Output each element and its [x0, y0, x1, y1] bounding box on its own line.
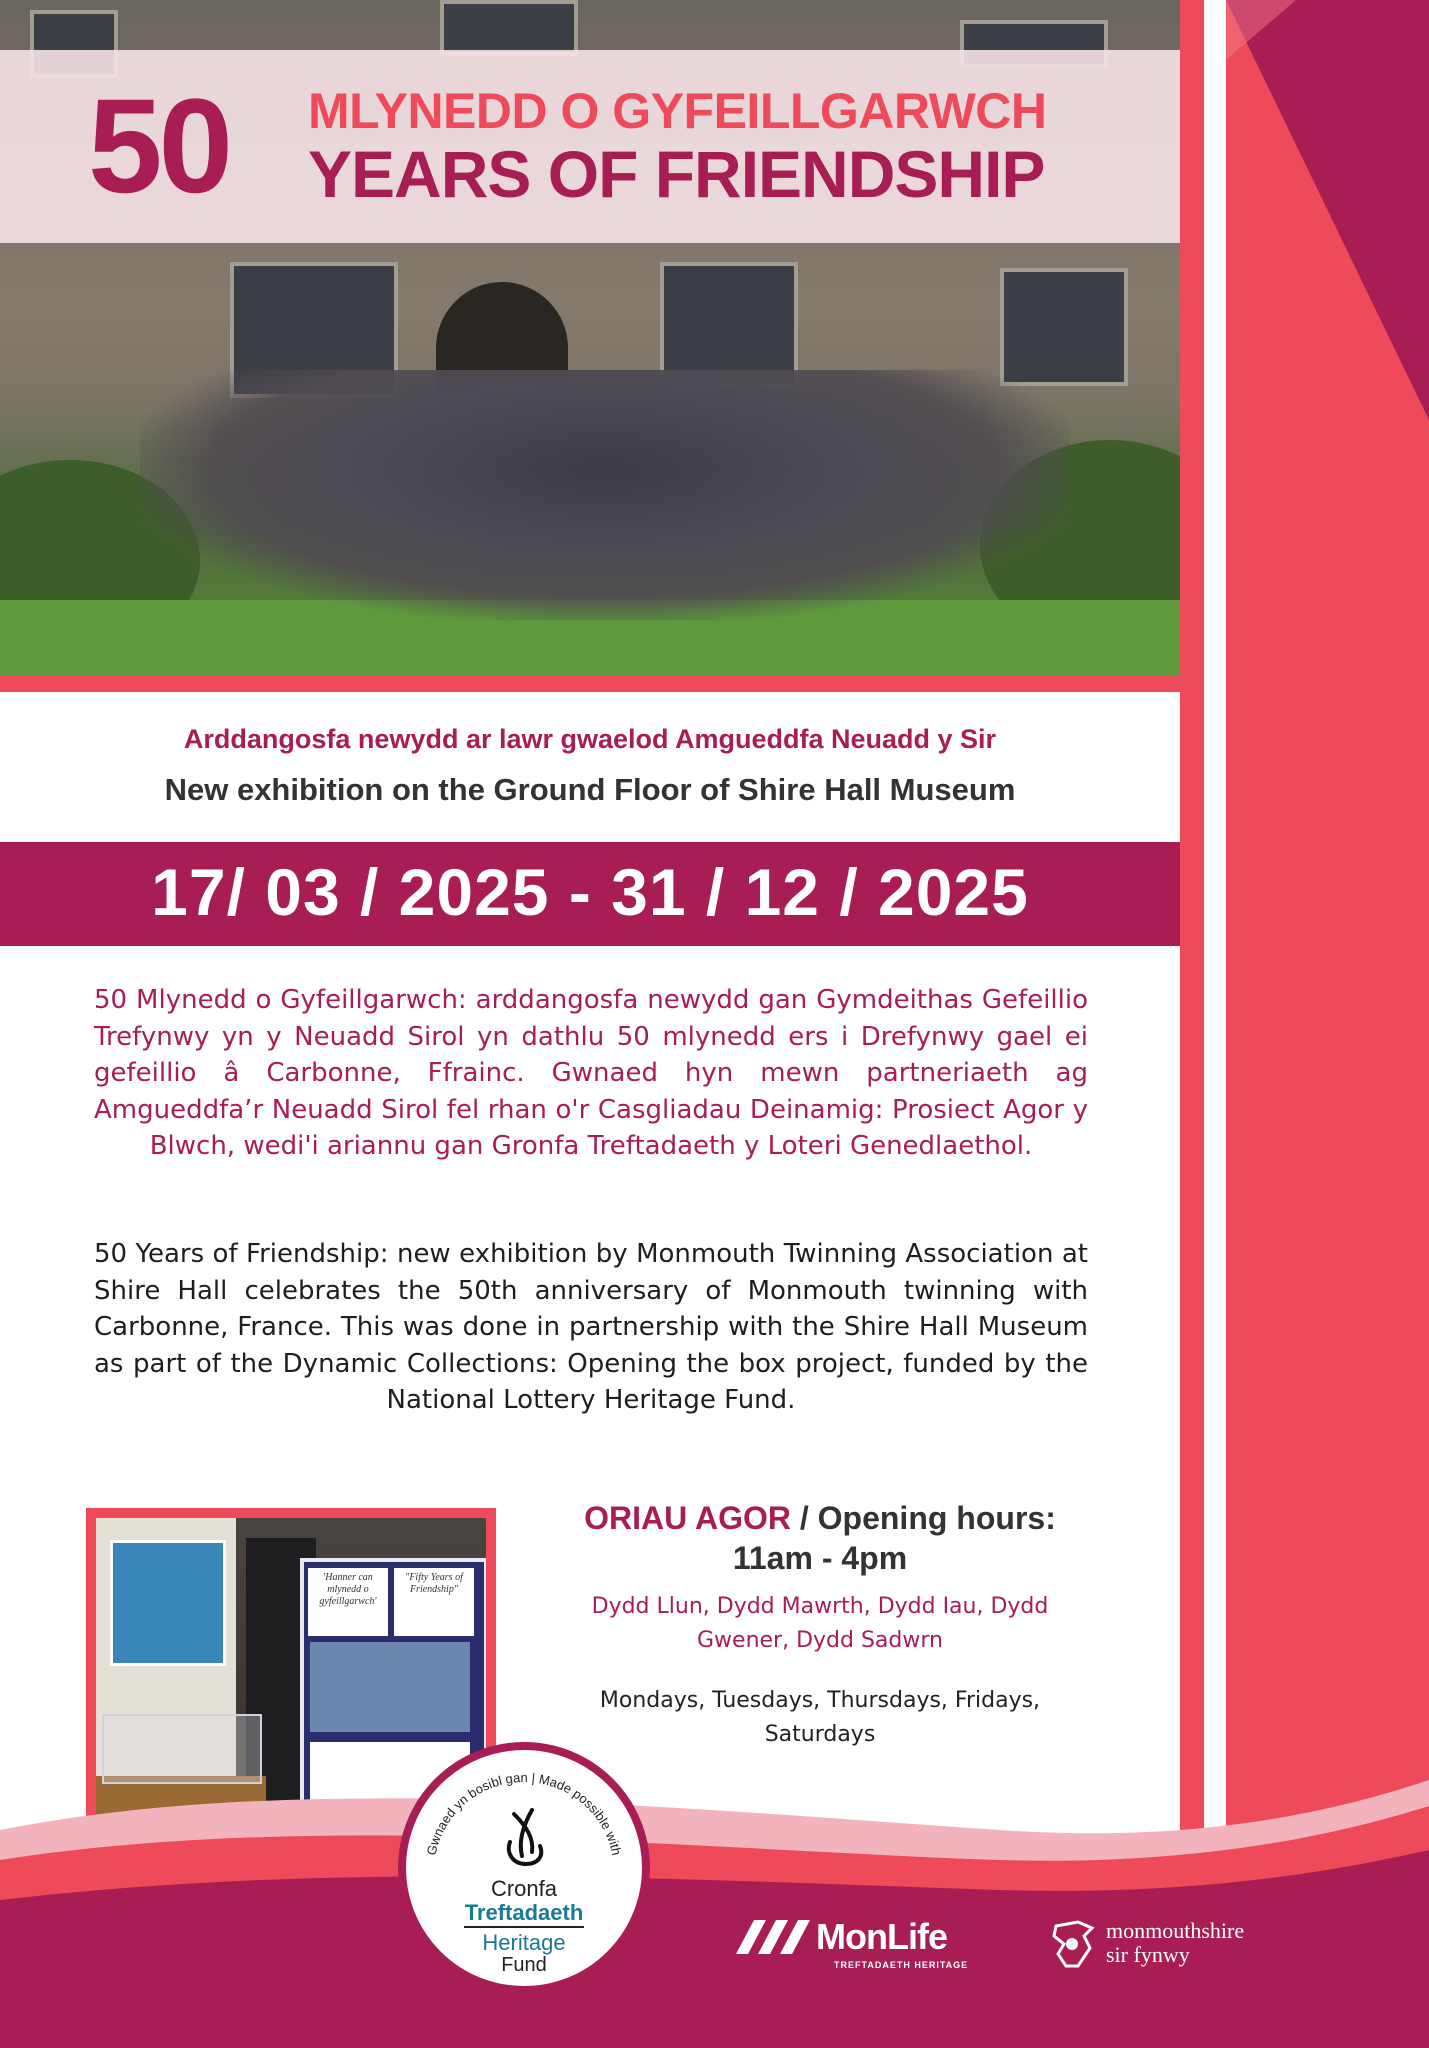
badge-line-heritage: Heritage [482, 1930, 566, 1955]
bottom-wave-decoration [0, 1770, 1429, 2048]
opening-hours-time: 11am - 4pm [732, 1540, 908, 1576]
corner-triangle-decoration [1226, 0, 1429, 420]
crossed-fingers-icon [509, 1810, 541, 1864]
description-welsh: 50 Mlynedd o Gyfeillgarwch: arddangosfa newydd gan Gymdeithas Gefeillio Trefynwy yn y Neuadd Sirol yn dathlu 50 mlynedd ers i Drefynwy gael ei gefeillio â Carbonne, Ffrainc. Gwnaed hyn mewn partneriaeth ag Amgueddfa’r Neuadd Sirol fel rhan o'r Casgliadau Deinamig: Prosiect Agor y Blwch, wedi'i ariannu gan Gronfa Treftadaeth y Loteri Genedlaethol. [94, 985, 1088, 1161]
title-english: YEARS OF FRIENDSHIP [308, 137, 1045, 211]
monlife-mark-icon [736, 1920, 814, 1954]
opening-hours-welsh: ORIAU AGOR [584, 1500, 791, 1536]
svg-text:Gwnaed yn bosibl gan | Made po: Gwnaed yn bosibl gan | Made possible with [423, 1769, 625, 1857]
monmouthshire-welsh-name: sir fynwy [1106, 1942, 1190, 1967]
right-white-stripe [1204, 0, 1226, 2048]
red-separator [0, 676, 1180, 692]
badge-divider [464, 1926, 584, 1928]
badge-line-treftadaeth: Treftadaeth [464, 1900, 584, 1925]
title-number: 50 [88, 72, 230, 221]
opening-hours-title [540, 1500, 1100, 1537]
opening-days-welsh: Dydd Llun, Dydd Mawrth, Dydd Iau, Dydd Gwener, Dydd Sadwrn [591, 1594, 1049, 1653]
exhibit-sign-welsh: 'Hanner can mlynedd o gyfeillgarwch' [308, 1568, 388, 1636]
opening-hours-separator: / [790, 1500, 818, 1536]
opening-days-english: Mondays, Tuesdays, Thursdays, Fridays, Saturdays [599, 1688, 1041, 1747]
opening-hours-english: Opening hours: [817, 1500, 1056, 1536]
subtitle-welsh: Arddangosfa newydd ar lawr gwaelod Amgueddfa Neuadd y Sir [183, 724, 997, 754]
title-welsh: MLYNEDD O GYFEILLGARWCH [308, 83, 1047, 139]
description-english: 50 Years of Friendship: new exhibition by Monmouth Twinning Association at Shire Hall celebrates the 50th anniversary of Monmouth twinning with Carbonne, France. This was done in partnership with the Shire Hall Museum as part of the Dynamic Collections: Opening the box project, funded by the National Lottery Heritage Fund. [94, 1239, 1088, 1415]
monlife-name: MonLife [816, 1916, 947, 1957]
monlife-subtitle: TREFTADAETH HERITAGE [834, 1960, 969, 1970]
exhibition-dates: 17/ 03 / 2025 - 31 / 12 / 2025 [151, 855, 1029, 929]
badge-text [398, 1876, 650, 1996]
monlife-logo [736, 1916, 986, 1986]
exhibit-sign-english: "Fifty Years of Friendship" [394, 1568, 474, 1636]
subtitle-english: New exhibition on the Ground Floor of Shire Hall Museum [164, 772, 1016, 807]
monmouthshire-name: monmouthshire [1106, 1918, 1245, 1943]
monmouthshire-logo [1048, 1918, 1268, 1978]
badge-line-cronfa: Cronfa [490, 1876, 558, 1901]
dragon-crest-icon [1048, 1918, 1098, 1970]
badge-line-fund: Fund [501, 1954, 547, 1976]
